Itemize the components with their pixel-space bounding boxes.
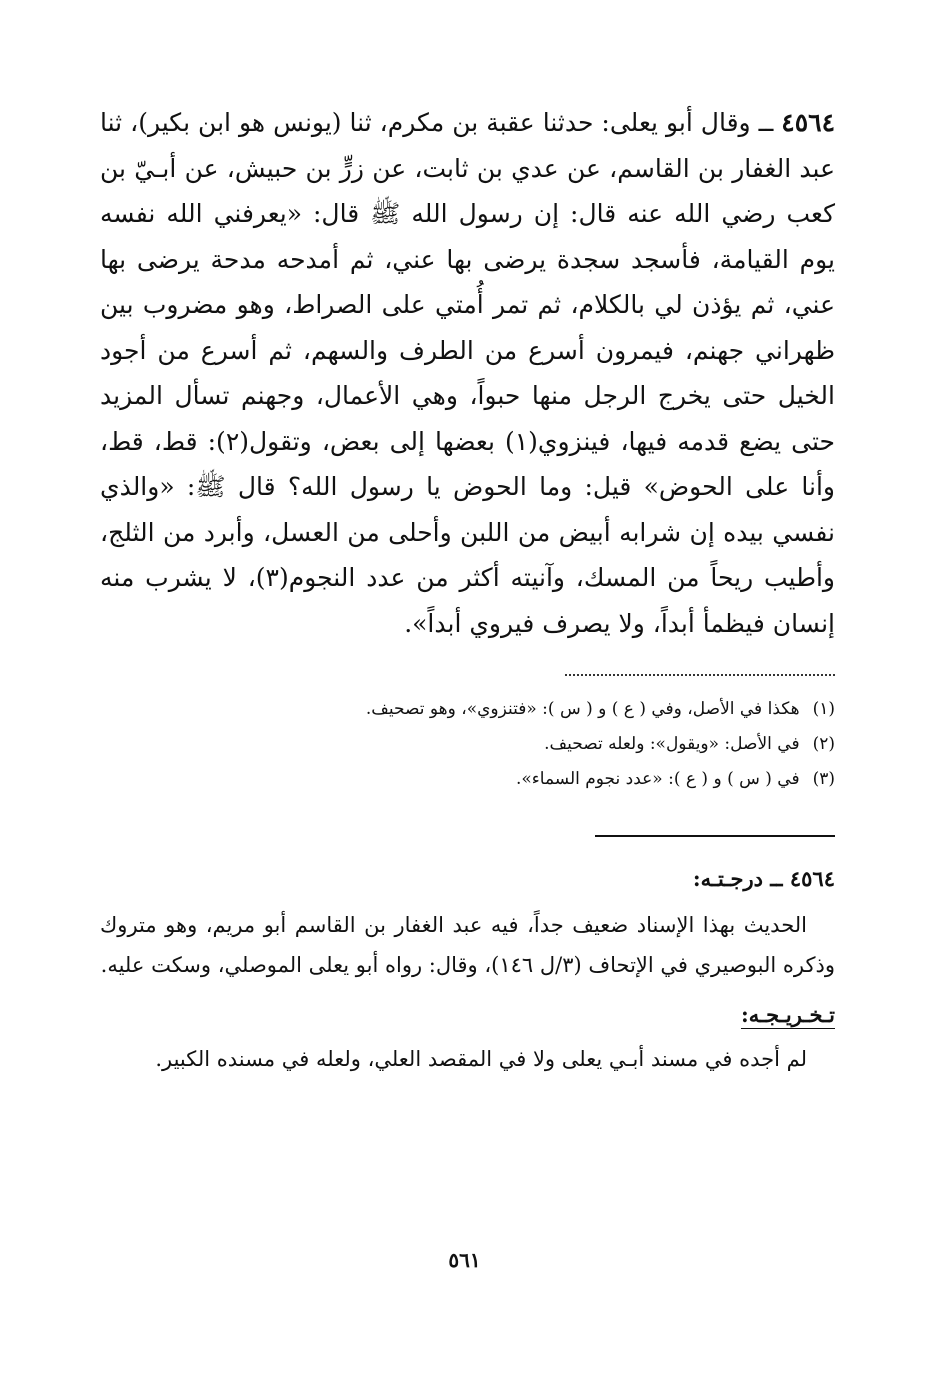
hadith-number: ٤٥٦٤ — [781, 108, 835, 137]
footnotes — [100, 692, 835, 797]
section-divider — [595, 835, 835, 837]
page-content — [100, 100, 835, 1079]
hadith-paragraph — [100, 100, 835, 646]
footnote-text: في الأصل: «ويقول»: ولعله تصحيف. — [544, 734, 800, 754]
grading-text: الحديث بهذا الإسناد ضعيف جداً، فيه عبد الغفار بن القاسم أبو مريم، وهو متروك وذكره البوصيري في الإتحاف (٣/ل ١٤٦)، وقال: رواه أبو يعلى الموصلي، وسكت عليه. — [100, 913, 835, 977]
footnote-separator — [565, 674, 835, 676]
footnote-1 — [100, 692, 835, 727]
takhrij-text: لم أجده في مسند أبـي يعلى ولا في المقصد العلي، ولعله في مسنده الكبير. — [155, 1047, 807, 1071]
footnote-3 — [100, 762, 835, 797]
footnote-text: هكذا في الأصل، وفي ( ع ) و ( س ): «فتنزوي»، وهو تصحيف. — [365, 699, 800, 719]
footnote-2 — [100, 727, 835, 762]
footnote-number: (٢) — [812, 734, 835, 754]
grading-heading: ٤٥٦٤ ــ درجـتـه: — [692, 866, 835, 891]
page-number: ٥٦١ — [448, 1248, 481, 1272]
footnote-number: (١) — [812, 699, 835, 719]
footnote-number: (٣) — [812, 769, 835, 789]
hadith-text: ــ وقال أبو يعلى: حدثنا عقبة بن مكرم، ثنا (يونس هو ابن بكير)، ثنا عبد الغفار بن القاسم، عن عدي بن ثابت، عن زرٍّ بن حبيش، عن أبـيّ بن كعب رضي الله عنه قال: إن رسول الله ﷺ قال: «يعرفني الله نفسه يوم القيامة، فأسجد سجدة يرضى بها عني، ثم أمدحه مدحة يرضى بها عني، ثم يؤذن لي بالكلام، ثم تمر أُمتي على الصراط، وهو مضروب بين ظهراني جهنم، فيمرون أسرع من الطرف والسهم، ثم أسرع من أجود الخيل حتى يخرج الرجل منها حبواً، وهي الأعمال، وجهنم تسأل المزيد حتى يضع قدمه فيها، فينزوي(١) بعضها إلى بعض، وتقول(٢): قط، قط، وأنا على الحوض» قيل: وما الحوض يا رسول الله؟ قال ﷺ: «والذي نفسي بيده إن شرابه أبيض من اللبن وأحلى من العسل، وأبرد من الثلج، وأطيب ريحاً من المسك، وآنيته أكثر من عدد النجوم(٣)، لا يشرب منه إنسان فيظمأ أبداً، ولا يصرف فيروي أبداً». — [100, 108, 836, 638]
takhrij-heading: تـخـريـجـه: — [740, 1002, 835, 1027]
footnote-text: في ( س ) و ( ع ): «عدد نجوم السماء». — [515, 769, 800, 789]
